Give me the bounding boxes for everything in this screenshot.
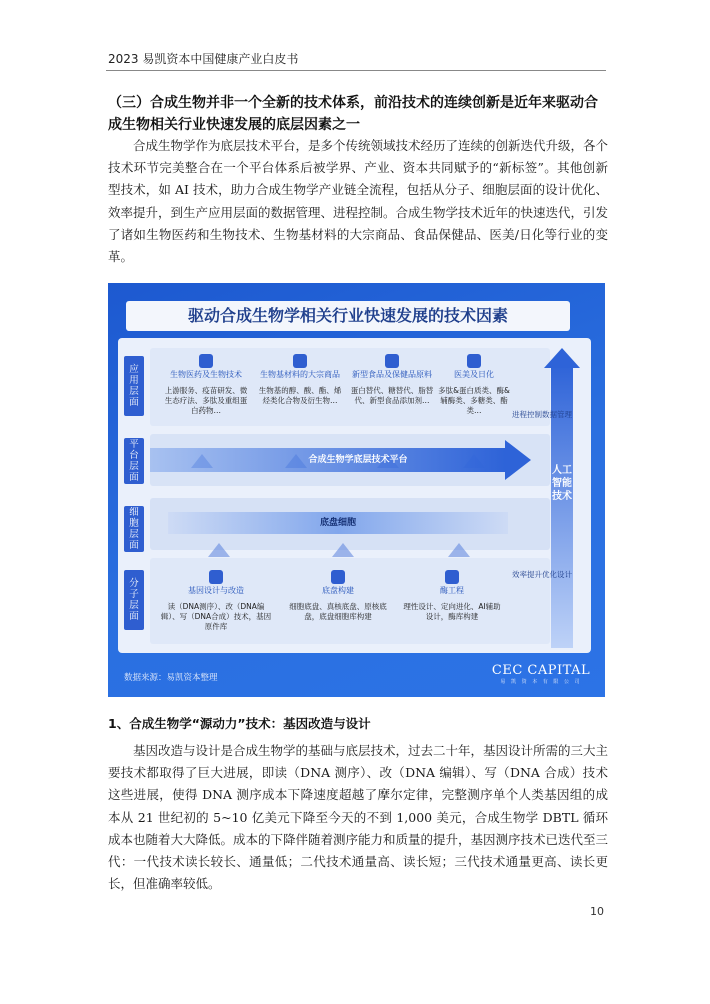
up-arrow-icon [448, 543, 470, 557]
ai-arrow-head-icon [544, 348, 580, 368]
app-column-name: 新型食品及保健品原料 [352, 370, 432, 379]
network-icon [331, 570, 345, 584]
mol-column-desc: 读（DNA测序）、改（DNA编辑）、写（DNA合成）技术，基因原件库 [160, 602, 272, 631]
app-column-name: 医美及日化 [454, 370, 494, 379]
layer-label-cell: 细胞层面 [124, 506, 144, 552]
bottle-icon [385, 354, 399, 368]
up-arrow-icon [208, 543, 230, 557]
paragraph-intro: 合成生物学作为底层技术平台，是多个传统领域技术经历了连续的创新迭代升级，各个技术环节完美整合在一个平台体系后被学界、产业、资本共同赋予的“新标签”。其他创新型技术，如 AI 技术，助力合成生物学产业链全流程，包括从分子、细胞层面的设计优化、效率提升，到生产应用层面的数据管理、进程控制。合成生物学技术近年的快速迭代，引发了诸如生物医药和生物技术、生物基材料的大宗商品、食品保健品、医美/日化等行业的变革。 [108, 138, 609, 265]
platform-label: 合成生物学底层技术平台 [308, 455, 408, 465]
dna-icon [209, 570, 223, 584]
section-title: （三）合成生物并非一个全新的技术体系，前沿技术的连续创新是近年来驱动合成生物相关行业快速发展的底层因素之一 [108, 95, 598, 133]
cell-label: 底盘细胞 [319, 518, 356, 528]
enzyme-icon [445, 570, 459, 584]
figure-title-box [126, 301, 570, 331]
platform-arrow-head-icon [505, 440, 531, 480]
mol-column-enzyme [402, 570, 502, 622]
figure-title: 驱动合成生物学相关行业快速发展的技术因素 [187, 306, 508, 325]
app-column-desc: 多肽&蛋白质类、酶&辅酶类、多糖类、酯类… [438, 386, 510, 415]
app-column-desc: 蛋白替代、糖替代、脂替代、新型食品添加剂… [350, 386, 434, 405]
page-number: 10 [590, 905, 604, 918]
note-efficiency: 效率提升优化设计 [512, 570, 572, 579]
mol-column-name: 酶工程 [440, 586, 464, 595]
pill-icon [199, 354, 213, 368]
figure-source: 数据来源：易凯资本整理 [124, 673, 218, 683]
app-column-desc: 上游服务、疫苗研发、微生态疗法、多肽及重组蛋白药物… [164, 386, 248, 415]
app-column-materials [258, 354, 342, 406]
mol-column-name: 基因设计与改造 [188, 586, 244, 595]
page-header: 2023 易凯资本中国健康产业白皮书 [108, 52, 299, 66]
app-column-cosmetics [436, 354, 512, 416]
app-column-food [350, 354, 434, 406]
mol-column-desc: 理性设计、定向进化、AI辅助设计，酶库构建 [403, 602, 501, 621]
mol-column-name: 底盘构建 [322, 586, 354, 595]
tech-factors-figure [108, 283, 605, 697]
mol-column-gene [160, 570, 272, 632]
tube-icon [467, 354, 481, 368]
app-column-biomed [164, 354, 248, 416]
app-column-name: 生物基材料的大宗商品 [260, 370, 340, 379]
figure-diagram [118, 338, 591, 653]
up-arrow-icon [332, 543, 354, 557]
layer-label-molecule: 分子层面 [124, 570, 144, 630]
header-divider [106, 70, 606, 71]
cec-capital-logo [486, 663, 596, 685]
ai-vertical-arrow [551, 364, 573, 648]
app-column-desc: 生物基的醇、酸、酯、烯烃类化合物及衍生物… [258, 386, 342, 405]
logo-subtext: 易 凯 资 本 有 限 公 司 [500, 679, 582, 685]
mol-column-desc: 细胞底盘、真核底盘、原核底盘，底盘细胞库构建 [289, 602, 387, 621]
molecule-icon [293, 354, 307, 368]
layer-label-application: 应用层面 [124, 356, 144, 416]
logo-text: CEC CAPITAL [491, 663, 591, 678]
layer-label-platform: 平台层面 [124, 438, 144, 484]
note-process-control: 进程控制数据管理 [512, 410, 572, 419]
mol-column-chassis [286, 570, 390, 622]
app-column-name: 生物医药及生物技术 [170, 370, 242, 379]
paragraph-gene: 基因改造与设计是合成生物学的基础与底层技术，过去二十年，基因设计所需的三大主要技术都取得了巨大进展，即读（DNA 测序）、改（DNA 编辑）、写（DNA 合成）技术这些进展，使得 DNA 测序成本下降速度超越了摩尔定律，完整测序单个人类基因组的成本从 21 世纪初的 5~10 亿美元下降至今天的不到 1,000 美元，合成生物学 DBTL 循环成本也随着大大降低。成本的下降伴随着测序能力和质量的提升，基因测序技术已迭代至三代：一代技术读长较长、通量低；二代技术通量高、读长短；三代技术通量更高、读长更长，但准确率较低。 [108, 743, 609, 892]
ai-label: 人工智能技术 [552, 465, 572, 502]
subheading: 1、合成生物学“源动力”技术：基因改造与设计 [108, 716, 371, 731]
